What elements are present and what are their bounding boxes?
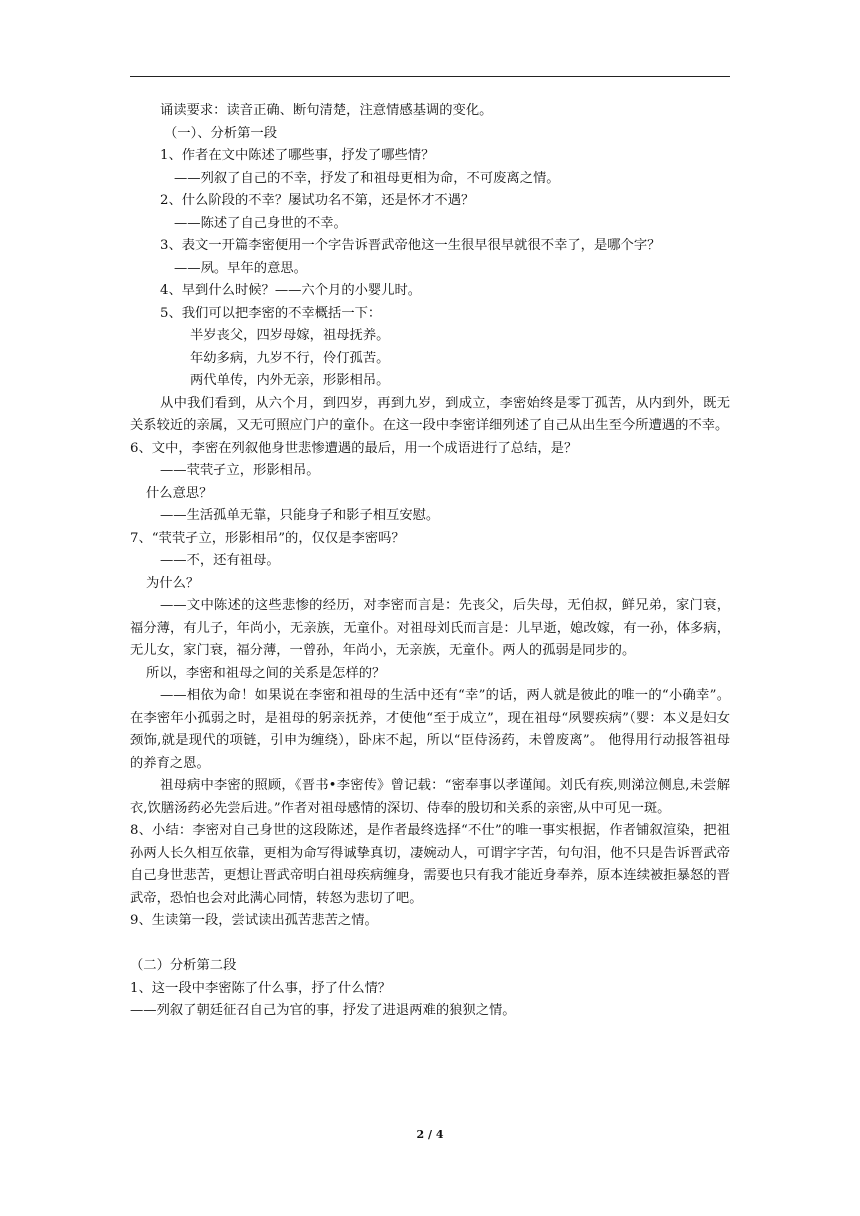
section-heading-2: （二）分析第二段 xyxy=(130,958,237,973)
question-4: 4、早到什么时候？——六个月的小婴儿时。 xyxy=(160,283,422,298)
answer-7: ——不，还有祖母。 xyxy=(160,553,280,568)
summary-line-3: 两代单传，内外无亲，形影相吊。 xyxy=(190,373,390,388)
paragraph-analysis-2: ——文中陈述的这些悲惨的经历，对李密而言是：先丧父，后失母，无伯叔，鲜兄弟，家门衰，福分薄，有儿子，年尚小，无亲族，无童仆。对祖母刘氏而言是：儿早逝，媳改嫁，有一孙，体多病，无儿女，家门衰，福分薄，一曾孙，年尚小，无亲族，无童仆。两人的孤弱是同步的。 xyxy=(130,598,730,658)
document-body xyxy=(130,100,730,1023)
answer-3: ——夙。早年的意思。 xyxy=(174,260,307,276)
paragraph-biography-quote: 祖母病中李密的照顾，《晋书•李密传》曾记载：“密奉事以孝谨闻。刘氏有疾,则涕泣侧息,未尝解衣,饮膳汤药必先尝后进。”作者对祖母感情的深切、侍奉的殷切和关系的亲密,从中可见一斑。 xyxy=(130,778,730,816)
question-6: 6、文中，李密在列叙他身世悲惨遭遇的最后，用一个成语进行了总结，是？ xyxy=(130,440,578,456)
question-2: 2、什么阶段的不幸？屡试功名不第，还是怀才不遇？ xyxy=(160,193,475,208)
paragraph-analysis-1: 从中我们看到，从六个月，到四岁，再到九岁，到成立，李密始终是零丁孤苦，从内到外，既无关系较近的亲属，又无可照应门户的童仆。在这一段中李密详细列述了自己从出生至今所遭遇的不幸。 xyxy=(130,395,730,433)
question-6b: 什么意思？ xyxy=(146,485,213,501)
paragraph-summary: 8、小结：李密对自己身世的这段陈述，是作者最终选择“不仕”的唯一事实根据，作者铺叙渲染，把祖孙两人长久相互依靠，更相为命写得诚挚真切，凄婉动人，可谓字字苦，句句泪，他不只是告诉晋武帝自己身世悲苦，更想让晋武帝明白祖母疾病缠身，需要也只有我才能近身奉养，原本连续被拒暴怒的晋武帝，恐怕也会对此满心同情，转怒为悲切了吧。 xyxy=(130,823,730,906)
question-3: 3、表文一开篇李密便用一个字告诉晋武帝他这一生很早很早就很不幸了，是哪个字？ xyxy=(160,238,661,253)
page-number: 2 / 4 xyxy=(416,1128,444,1141)
blank-line xyxy=(130,933,730,956)
summary-line-1: 半岁丧父，四岁母嫁，祖母抚养。 xyxy=(190,328,390,343)
reading-requirement: 诵读要求：读音正确、断句清楚，注意情感基调的变化。 xyxy=(160,103,493,118)
section2-answer-1: ——列叙了朝廷征召自己为官的事，抒发了进退两难的狼狈之情。 xyxy=(130,1003,516,1018)
answer-1: ——列叙了自己的不幸，抒发了和祖母更相为命，不可废离之情。 xyxy=(174,170,560,186)
header-rule xyxy=(130,76,730,77)
summary-line-2: 年幼多病，九岁不行，伶仃孤苦。 xyxy=(190,350,390,366)
question-7c: 所以，李密和祖母之间的关系是怎样的？ xyxy=(146,665,386,681)
answer-2: ——陈述了自己身世的不幸。 xyxy=(174,215,347,231)
question-9: 9、生读第一段，尝试读出孤苦悲苦之情。 xyxy=(130,913,378,928)
question-1: 1、作者在文中陈述了哪些事，抒发了哪些情？ xyxy=(160,148,435,163)
paragraph-analysis-3: ——相依为命！如果说在李密和祖母的生活中还有“幸”的话，两人就是彼此的唯一的“小确幸”。在李密年小孤弱之时，是祖母的躬亲抚养，才使他“至于成立”，现在祖母“夙婴疾病”（婴：本义是妇女颈饰,就是现代的项链，引申为缠绕），卧床不起，所以“臣侍汤药，未曾废离”。 他得用行动报答祖母的养育之恩。 xyxy=(130,688,730,771)
section2-question-1: 1、这一段中李密陈了什么事，抒了什么情？ xyxy=(130,980,392,996)
question-7: 7、“茕茕孑立，形影相吊”的，仅仅是李密吗？ xyxy=(130,530,405,546)
section-heading-1: （一）、分析第一段 xyxy=(164,125,278,141)
question-5: 5、我们可以把李密的不幸概括一下： xyxy=(160,305,382,321)
answer-6b: ——生活孤单无靠，只能身子和影子相互安慰。 xyxy=(160,508,440,523)
question-7b: 为什么？ xyxy=(146,575,200,591)
answer-6: ——茕茕孑立，形影相吊。 xyxy=(160,463,320,478)
